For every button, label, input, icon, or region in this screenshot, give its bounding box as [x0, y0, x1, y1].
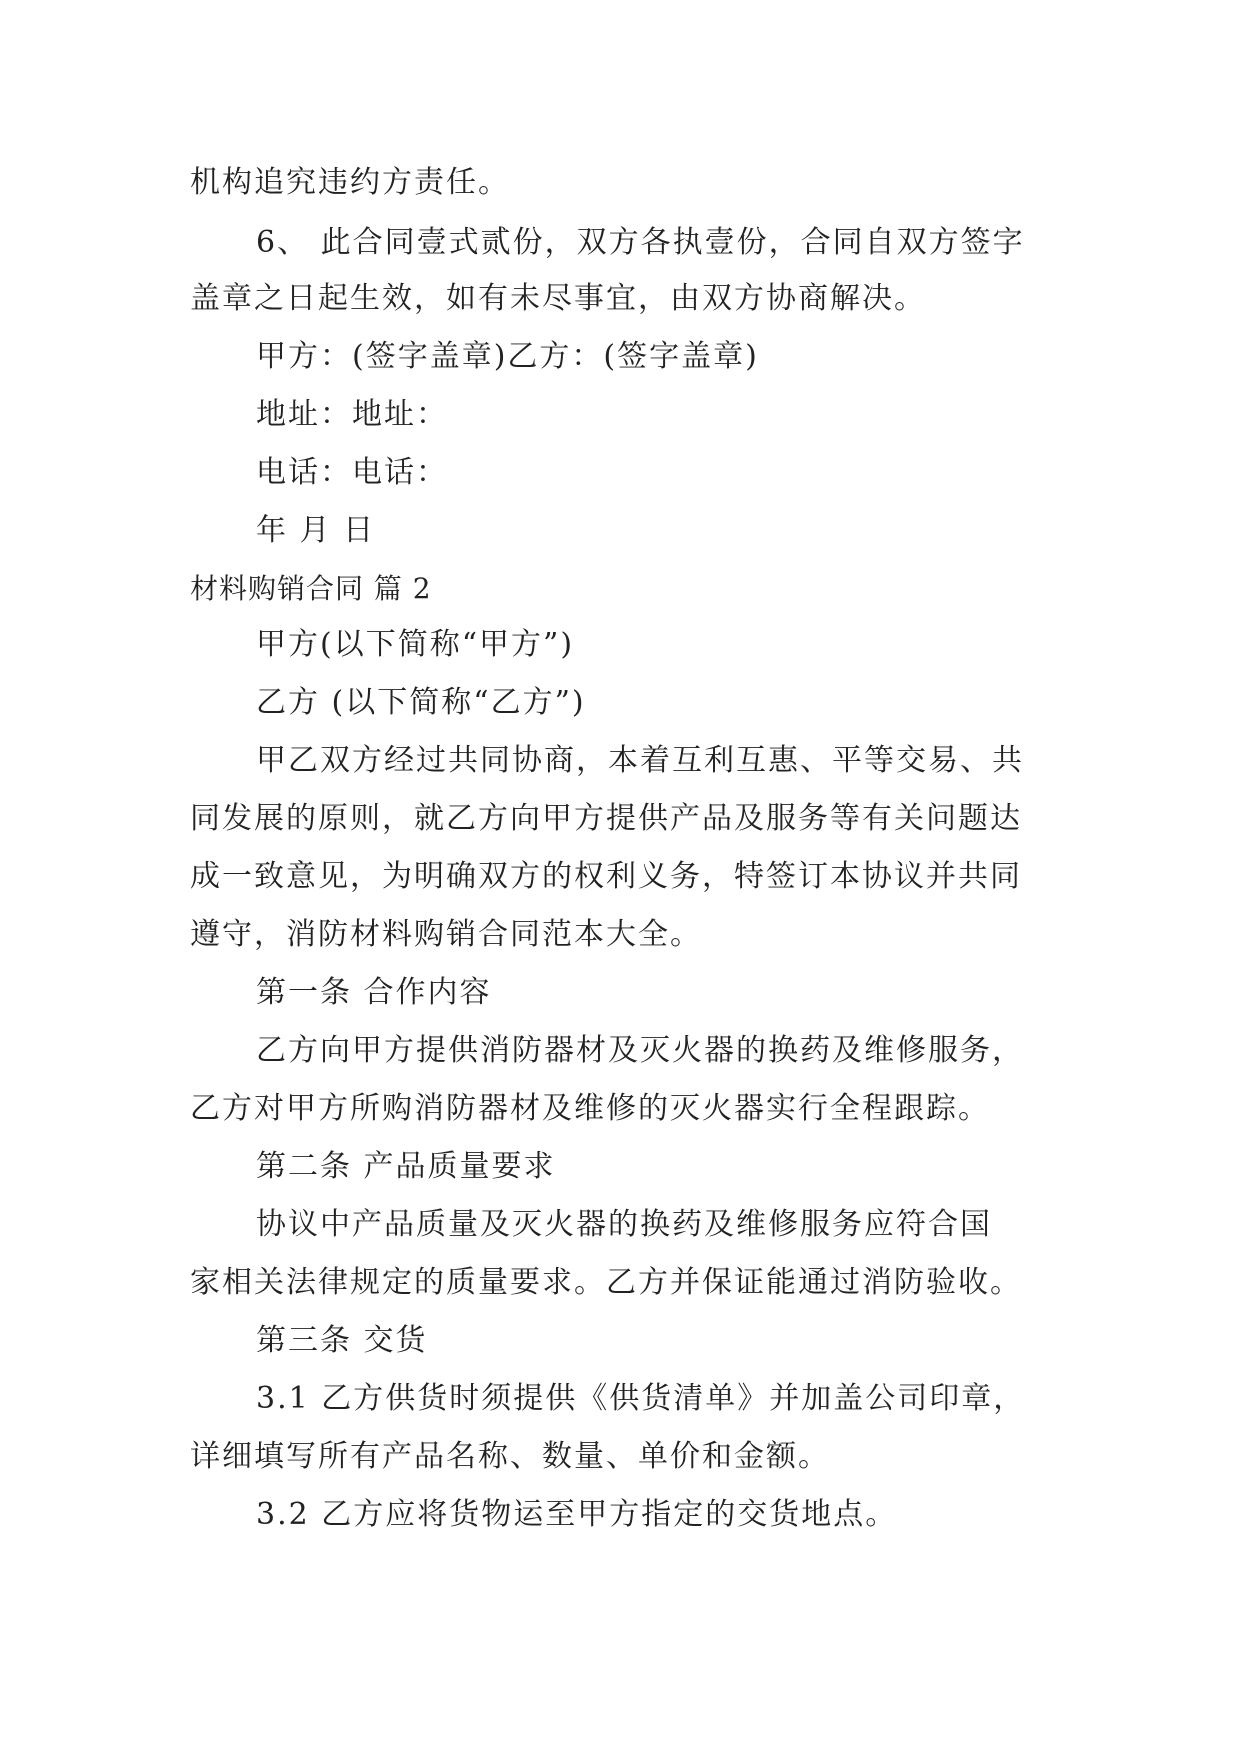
section-heading: 材料购销合同 篇 2	[190, 572, 432, 605]
text-line: 家相关法律规定的质量要求。乙方并保证能通过消防验收。	[190, 1265, 1022, 1300]
text-line: 电话：电话：	[256, 455, 448, 490]
text-line: 地址：地址：	[256, 397, 448, 432]
text-line: 6、 此合同壹式贰份，双方各执壹份，合同自双方签字	[256, 225, 1025, 260]
text-line: 第三条 交货	[256, 1323, 428, 1358]
text-line: 甲乙双方经过共同协商，本着互利互惠、平等交易、共	[256, 743, 1024, 778]
text-line: 成一致意见，为明确双方的权利义务，特签订本协议并共同	[190, 859, 1022, 894]
text-line: 乙方 (以下简称“乙方”)	[256, 685, 586, 720]
text-line: 机构追究违约方责任。	[190, 165, 510, 200]
text-line: 乙方向甲方提供消防器材及灭火器的换药及维修服务，	[256, 1033, 1024, 1068]
text-line: 协议中产品质量及灭火器的换药及维修服务应符合国	[256, 1207, 992, 1242]
text-line: 详细填写所有产品名称、数量、单价和金额。	[190, 1439, 830, 1474]
text-line: 第一条 合作内容	[256, 975, 492, 1010]
text-line: 年 月 日	[256, 513, 376, 548]
text-line: 第二条 产品质量要求	[256, 1149, 556, 1184]
text-line: 甲方：(签字盖章)乙方：(签字盖章)	[256, 339, 759, 374]
text-line: 3.1 乙方供货时须提供《供货清单》并加盖公司印章，	[256, 1381, 1026, 1416]
text-line: 遵守，消防材料购销合同范本大全。	[190, 917, 702, 952]
text-line: 同发展的原则，就乙方向甲方提供产品及服务等有关问题达	[190, 801, 1022, 836]
text-line: 甲方(以下简称“甲方”)	[256, 627, 575, 662]
text-line: 3.2 乙方应将货物运至甲方指定的交货地点。	[256, 1497, 898, 1532]
text-line: 乙方对甲方所购消防器材及维修的灭火器实行全程跟踪。	[190, 1091, 990, 1126]
text-line: 盖章之日起生效，如有未尽事宜，由双方协商解决。	[190, 281, 926, 316]
